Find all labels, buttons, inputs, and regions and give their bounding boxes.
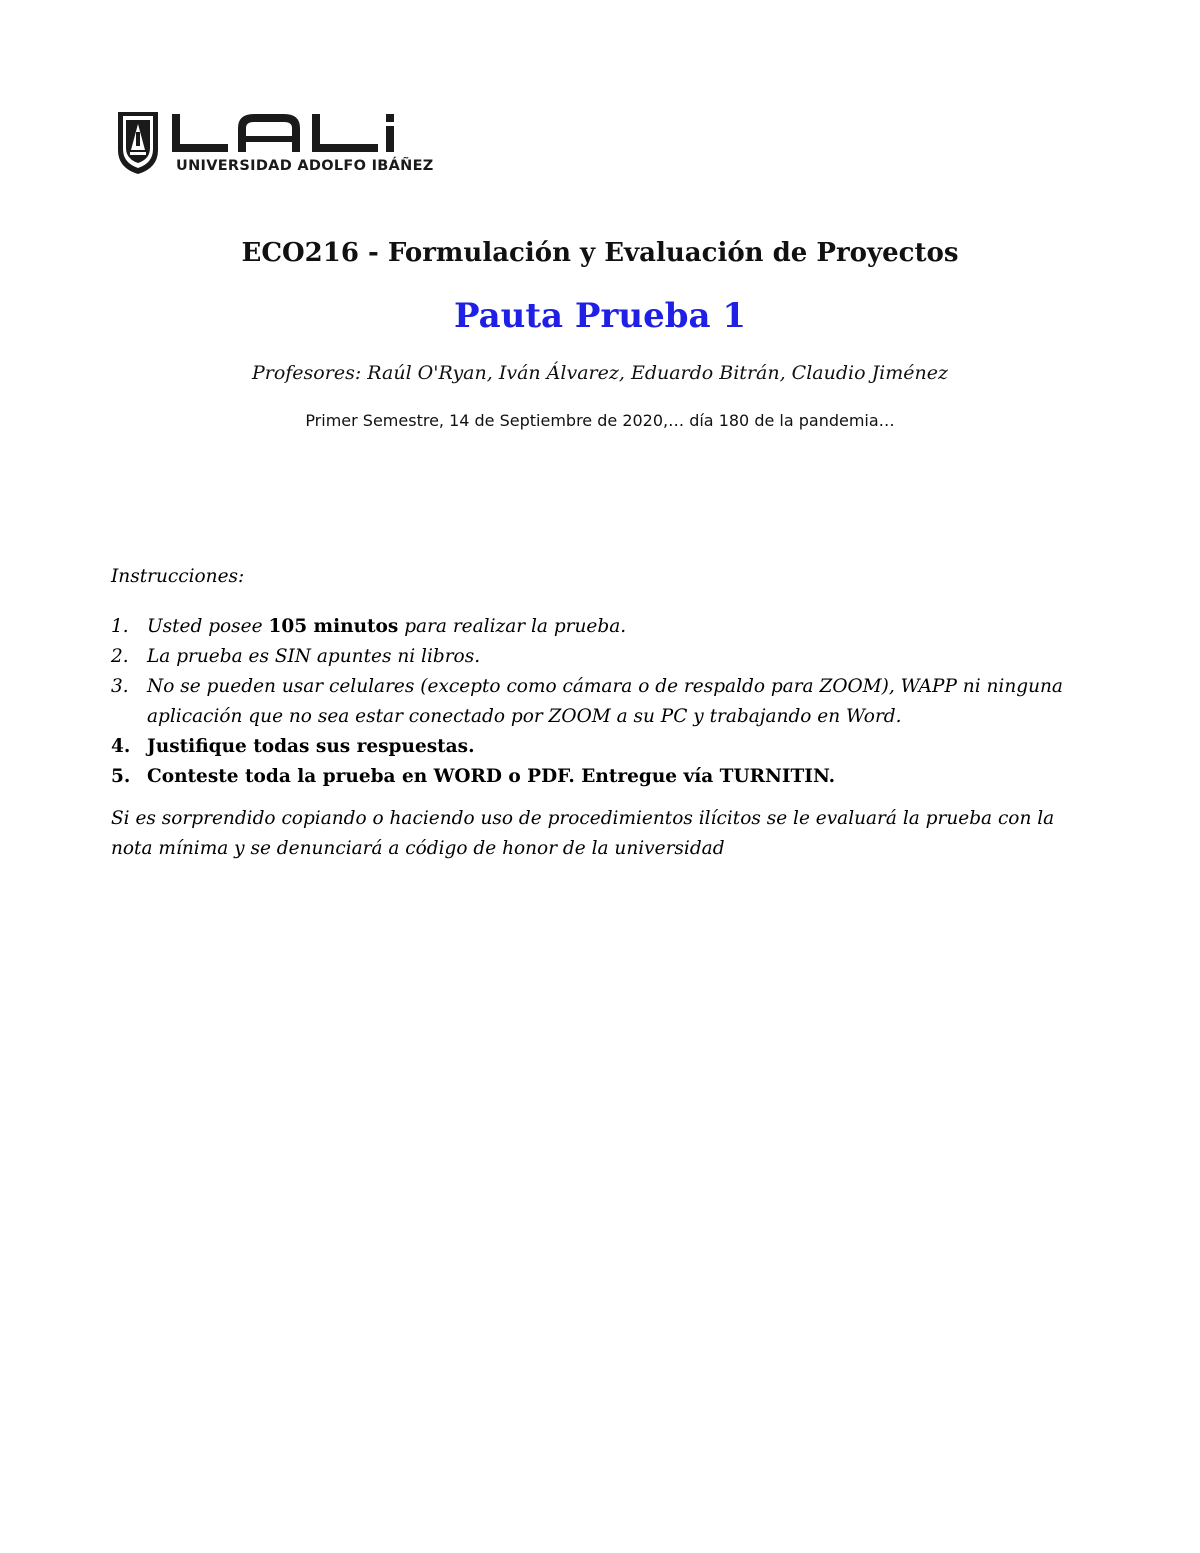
semester-line: Primer Semestre, 14 de Septiembre de 2020,… día 180 de la pandemia… bbox=[305, 411, 895, 430]
letter-a bbox=[238, 114, 300, 152]
instruction-item bbox=[111, 762, 1101, 792]
exam-title: Pauta Prueba 1 bbox=[453, 296, 747, 336]
course-title: ECO216 - Formulación y Evaluación de Proyectos bbox=[241, 238, 959, 268]
instructions-heading: Instrucciones: bbox=[111, 566, 245, 587]
professors-line: Profesores: Raúl O'Ryan, Iván Álvarez, Eduardo Bitrán, Claudio Jiménez bbox=[251, 362, 949, 384]
university-logo bbox=[116, 110, 434, 176]
item-text: La prueba es SIN apuntes ni libros. bbox=[147, 646, 481, 667]
item-text: No se pueden usar celulares (excepto como cámara o de respaldo para ZOOM), WAPP ni ninguna aplicación que no sea estar conectado por ZOOM a su PC y trabajando en Word. bbox=[147, 676, 1063, 727]
instructions-list bbox=[111, 612, 1101, 792]
item-number: 4. bbox=[111, 736, 131, 757]
item-number: 5. bbox=[111, 766, 131, 787]
item-text: Usted posee bbox=[147, 616, 269, 637]
instruction-item bbox=[111, 732, 1101, 762]
instruction-item bbox=[111, 672, 1101, 732]
item-text: Conteste toda la prueba en WORD o PDF. Entregue vía TURNITIN. bbox=[147, 766, 836, 787]
letter-u bbox=[172, 114, 228, 152]
item-emphasis: 105 minutos bbox=[268, 616, 399, 637]
crest-icon bbox=[118, 112, 158, 174]
item-text: para realizar la prueba. bbox=[398, 616, 627, 637]
item-number: 1. bbox=[111, 616, 129, 637]
instruction-item bbox=[111, 642, 1101, 672]
item-number: 3. bbox=[111, 676, 129, 697]
logo-caption: UNIVERSIDAD ADOLFO IBÁÑEZ bbox=[176, 158, 434, 174]
instruction-item bbox=[111, 612, 1101, 642]
academic-honesty-warning: Si es sorprendido copiando o haciendo uso de procedimientos ilícitos se le evaluará la prueba con la nota mínima y se denunciará a código de honor de la universidad bbox=[111, 808, 1055, 859]
letter-i bbox=[312, 114, 378, 152]
item-number: 2. bbox=[111, 646, 129, 667]
item-text: Justifique todas sus respuestas. bbox=[147, 736, 475, 757]
